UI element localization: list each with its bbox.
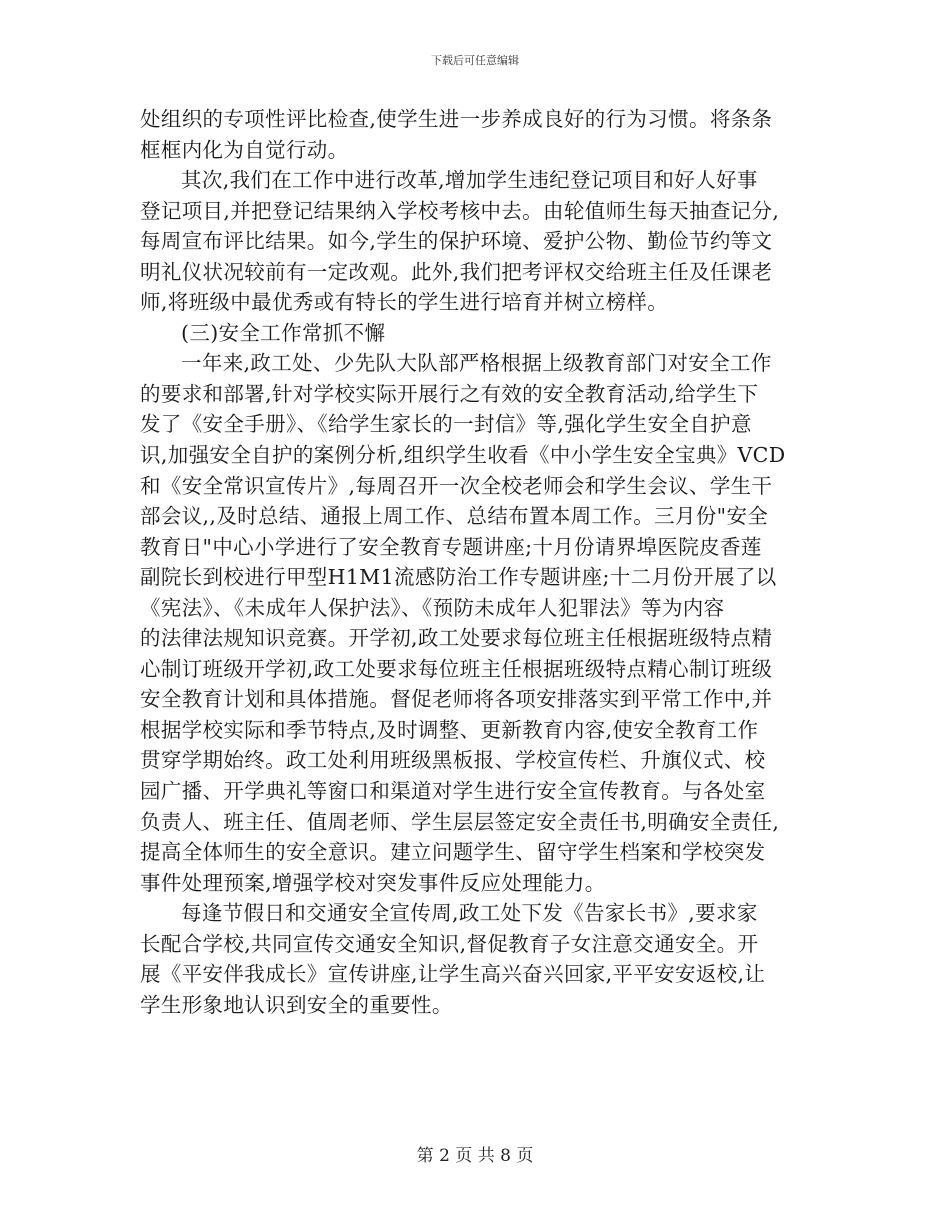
body-line: 识,加强安全自护的案例分析,组织学生收看《中小学生安全宝典》VCD (140, 443, 786, 468)
document-body (140, 104, 812, 1020)
body-line: 展《平安伴我成长》宣传讲座,让学生高兴奋兴回家,平平安安返校,让 (140, 962, 766, 987)
page-number: 第 2 页 共 8 页 (416, 1146, 534, 1166)
section-heading: (三)安全工作常抓不懈 (181, 320, 386, 345)
body-line: 发了《安全手册》、《给学生家长的一封信》等,强化学生安全自护意 (140, 412, 752, 437)
body-line: 园广播、开学典礼等窗口和渠道对学生进行安全宣传教育。与各处室 (140, 779, 766, 804)
body-line: 贯穿学期始终。政工处利用班级黑板报、学校宣传栏、升旗仪式、校 (140, 748, 766, 773)
body-line: 《宪法》、《未成年人保护法》、《预防未成年人犯罪法》等为内容 (140, 595, 725, 620)
body-line: 安全教育计划和具体措施。督促老师将各项安排落实到平常工作中,并 (140, 687, 773, 712)
body-line: 框框内化为自觉行动。 (140, 137, 349, 162)
body-line: 教育日"中心小学进行了安全教育专题讲座;十月份请界埠医院皮香莲 (140, 534, 762, 559)
body-line: 的要求和部署,针对学校实际开展行之有效的安全教育活动,给学生下 (140, 381, 759, 406)
body-line: 每周宣布评比结果。如今,学生的保护环境、爱护公物、勤俭节约等文 (140, 229, 773, 254)
body-line: 长配合学校,共同宣传交通安全知识,督促教育子女注意交通安全。开 (140, 931, 759, 956)
body-line: 副院长到校进行甲型H1M1流感防治工作专题讲座;十二月份开展了以 (140, 565, 777, 590)
body-line: 负责人、班主任、值周老师、学生层层签定安全责任书,明确安全责任, (140, 809, 780, 834)
body-line: 登记项目,并把登记结果纳入学校考核中去。由轮值师生每天抽查记分, (140, 198, 780, 223)
body-line: 师,将班级中最优秀或有特长的学生进行培育并树立榜样。 (140, 290, 669, 315)
body-line: 其次,我们在工作中进行改革,增加学生违纪登记项目和好人好事 (181, 168, 758, 193)
body-line: 每逢节假日和交通安全宣传周,政工处下发《告家长书》,要求家 (181, 901, 758, 926)
body-line: 一年来,政工处、少先队大队部严格根据上级教育部门对安全工作 (181, 351, 772, 376)
body-line: 学生形象地认识到安全的重要性。 (140, 992, 453, 1017)
body-line: 的法律法规知识竞赛。开学初,政工处要求每位班主任根据班级特点精 (140, 626, 773, 651)
body-line: 部会议,,及时总结、通报上周工作、总结布置本周工作。三月份"安全 (140, 504, 769, 529)
body-line: 和《安全常识宣传片》,每周召开一次全校老师会和学生会议、学生干 (140, 473, 773, 498)
body-line: 根据学校实际和季节特点,及时调整、更新教育内容,使安全教育工作 (140, 717, 759, 742)
body-line: 事件处理预案,增强学校对突发事件反应处理能力。 (140, 870, 606, 895)
body-line: 明礼仪状况较前有一定改观。此外,我们把考评权交给班主任及任课老 (140, 259, 773, 284)
body-line: 提高全体师生的安全意识。建立问题学生、留守学生档案和学校突发 (140, 840, 766, 865)
page-header: 下载后可任意编辑 (431, 54, 519, 67)
body-line: 心制订班级开学初,政工处要求每位班主任根据班级特点精心制订班级 (140, 656, 773, 681)
body-line: 处组织的专项性评比检查,使学生进一步养成良好的行为习惯。将条条 (140, 107, 773, 131)
